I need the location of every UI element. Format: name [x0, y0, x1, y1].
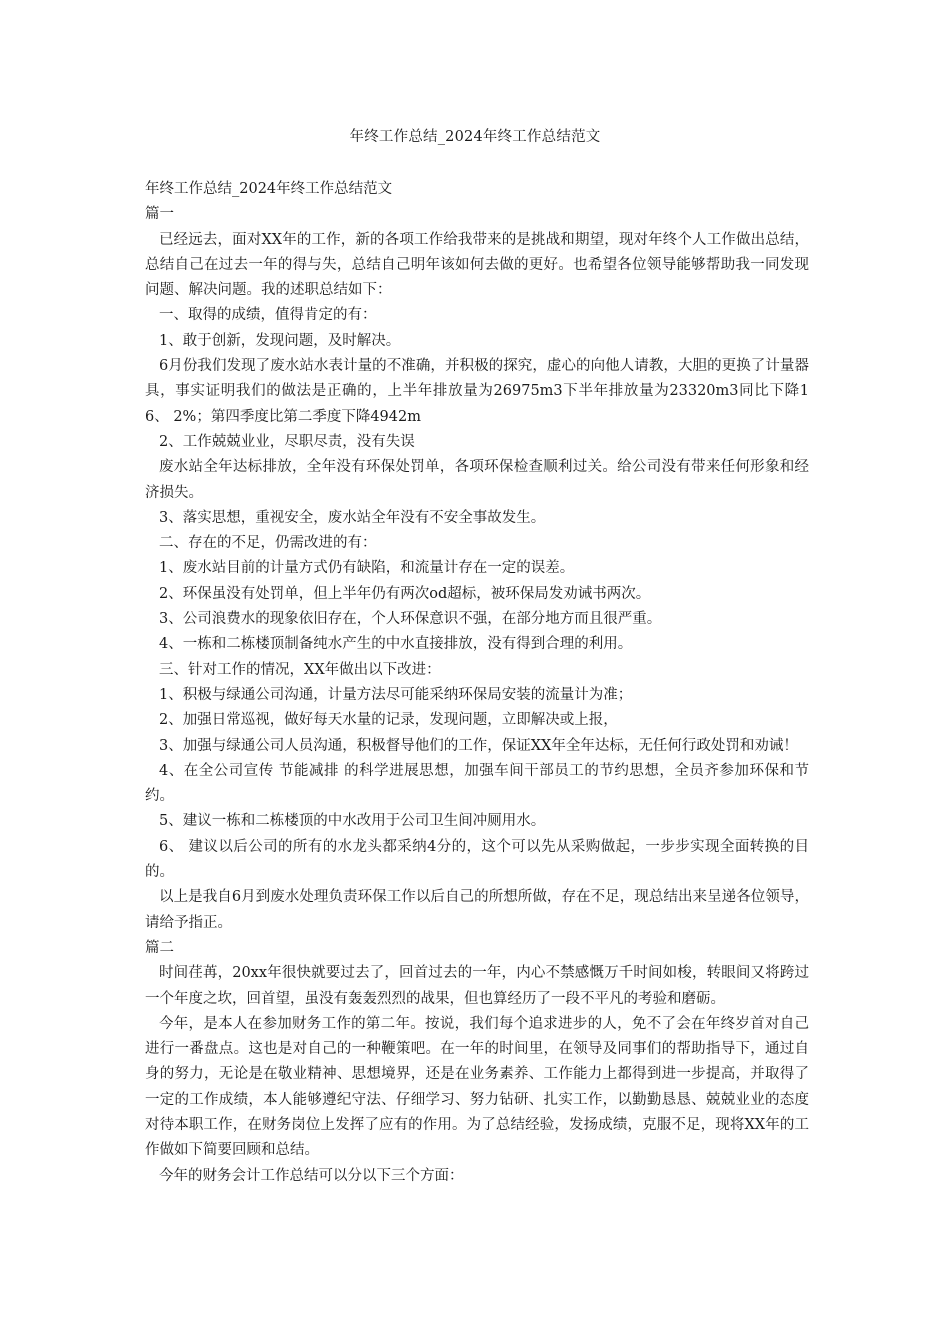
paragraph: 1、积极与绿通公司沟通，计量方法尽可能采纳环保局安装的流量计为准； — [159, 686, 633, 703]
paragraph: 3、加强与绿通公司人员沟通，积极督导他们的工作，保证XX年全年达标，无任何行政处罚和劝诫！ — [159, 737, 798, 754]
paragraph: 篇一 — [145, 206, 174, 223]
paragraph: 废水站全年达标排放，全年没有环保处罚单，各项环保检查顺利过关。给公司没有带来任何形象和经济损失。 — [145, 459, 809, 501]
paragraph: 4、一栋和二栋楼顶制备纯水产生的中水直接排放，没有得到合理的利用。 — [159, 636, 633, 653]
paragraph: 已经远去，面对XX年的工作，新的各项工作给我带来的是挑战和期望，现对年终个人工作做出总结，总结自己在过去一年的得与失，总结自己明年该如何去做的更好。也希望各位领导能够帮助我一同发现问题、解决问题。我的述职总结如下： — [145, 231, 809, 299]
paragraph: 二、存在的不足，仍需改进的有： — [159, 535, 377, 552]
paragraph: 一、取得的成绩，值得肯定的有： — [159, 307, 377, 324]
paragraph: 三、针对工作的情况，XX年做出以下改进： — [159, 661, 441, 678]
paragraph: 5、建议一栋和二栋楼顶的中水改用于公司卫生间冲厕用水。 — [159, 813, 546, 830]
paragraph: 3、公司浪费水的现象依旧存在，个人环保意识不强，在部分地方而且很严重。 — [159, 611, 662, 628]
paragraph: 今年的财务会计工作总结可以分以下三个方面： — [159, 1167, 464, 1184]
paragraph: 篇二 — [145, 939, 174, 956]
paragraph: 1、敢于创新，发现问题，及时解决。 — [159, 332, 401, 349]
paragraph: 6、 建议以后公司的所有的水龙头都采纳4分的，这个可以先从采购做起，一步步实现全面转换的目的。 — [145, 838, 809, 881]
paragraph: 2、工作兢兢业业，尽职尽责，没有失误 — [159, 433, 415, 450]
paragraph: 3、落实思想，重视安全，废水站全年没有不安全事故发生。 — [159, 509, 546, 526]
document-title: 年终工作总结_2024年终工作总结范文 — [349, 129, 601, 145]
paragraph: 以上是我自6月到废水处理负责环保工作以后自己的所想所做，存在不足，现总结出来呈递各位领导，请给予指正。 — [145, 889, 809, 931]
paragraph: 1、废水站目前的计量方式仍有缺陷，和流量计存在一定的误差。 — [159, 560, 575, 577]
paragraph: 时间荏苒，20xx年很快就要过去了，回首过去的一年，内心不禁感慨万千时间如梭，转眼间又将跨过一个年度之坎，回首望，虽没有轰轰烈烈的战果，但也算经历了一段不平凡的考验和磨砺。 — [145, 965, 809, 1007]
paragraph: 6月份我们发现了废水站水表计量的不准确，并积极的探究，虚心的向他人请教，大胆的更换了计量器具，事实证明我们的做法是正确的，上半年排放量为26975m3下半年排放量为23320m3同比下降16、 2%；第四季度比第二季度下降4942m — [145, 358, 809, 425]
paragraph: 今年，是本人在参加财务工作的第二年。按说，我们每个追求进步的人，免不了会在年终岁首对自己进行一番盘点。这也是对自己的一种鞭策吧。在一年的时间里，在领导及同事们的帮助指导下，通过自身的努力，无论是在敬业精神、思想境界，还是在业务素养、工作能力上都得到进一步提高，并取得了一定的工作成绩，本人能够遵纪守法、仔细学习、努力钻研、扎实工作，以勤勤恳恳、兢兢业业的态度对待本职工作，在财务岗位上发挥了应有的作用。为了总结经验，发扬成绩，克服不足，现将XX年的工作做如下简要回顾和总结。 — [145, 1015, 809, 1159]
paragraph: 4、在全公司宣传 节能减排 的科学进展思想，加强车间干部员工的节约思想，全员齐参加环保和节约。 — [145, 762, 809, 805]
paragraph: 年终工作总结_2024年终工作总结范文 — [145, 181, 393, 197]
paragraph: 2、加强日常巡视，做好每天水量的记录，发现问题，立即解决或上报， — [159, 712, 618, 729]
document-body — [145, 177, 809, 1189]
paragraph: 2、环保虽没有处罚单，但上半年仍有两次od超标，被环保局发劝诫书两次。 — [159, 585, 651, 602]
